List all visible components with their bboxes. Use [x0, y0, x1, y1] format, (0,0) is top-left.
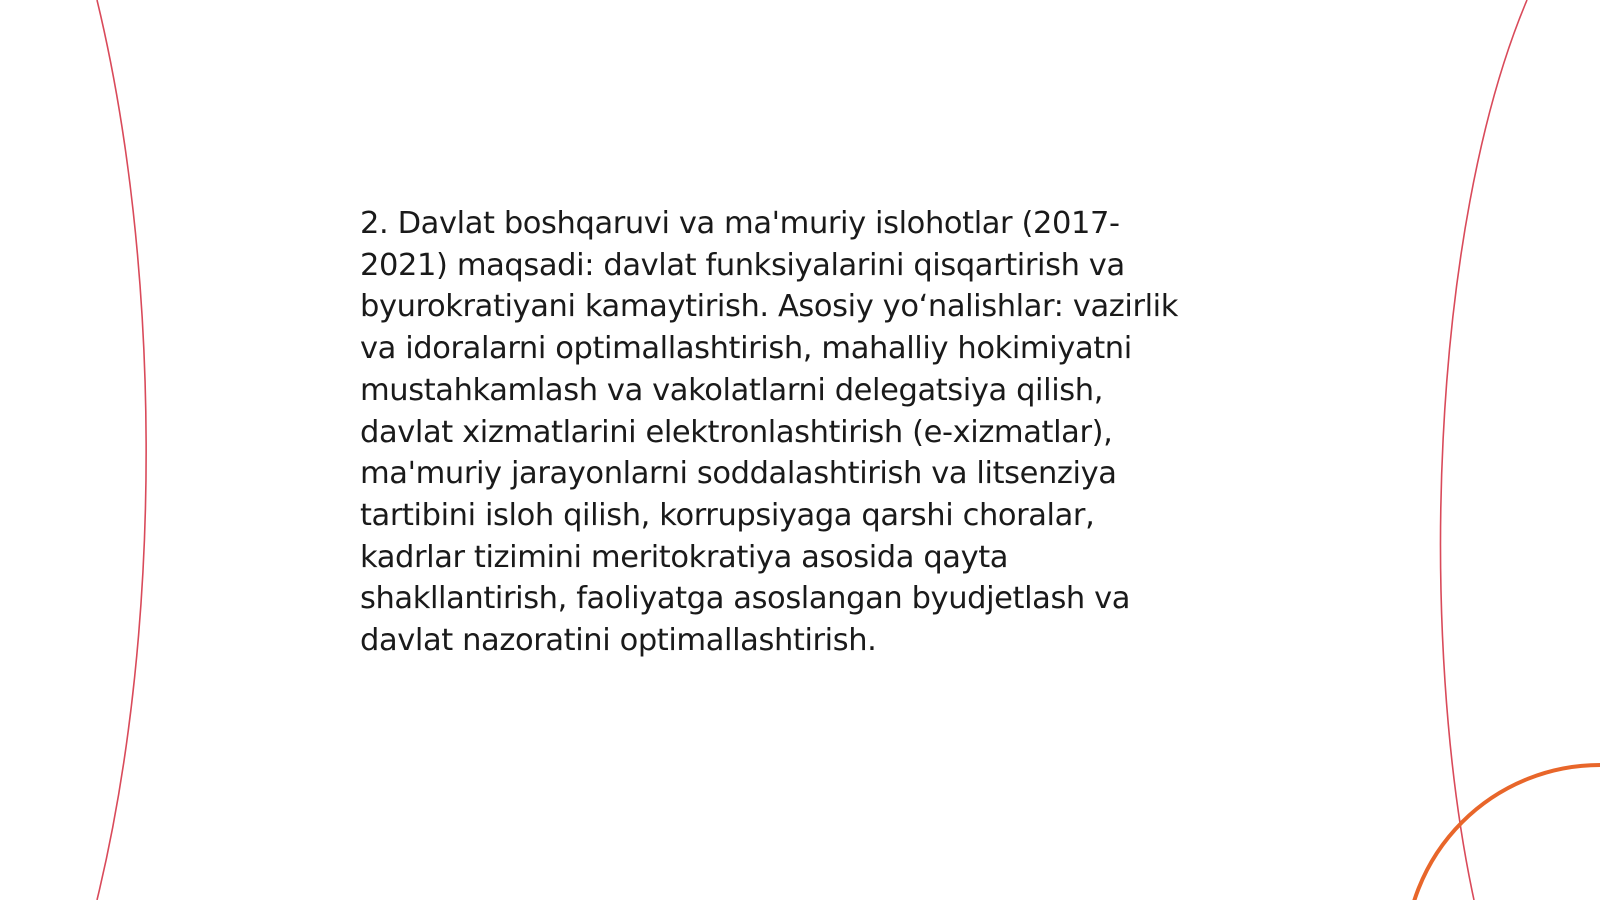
- orange-accent-arc: [1405, 765, 1600, 900]
- left-curve-line: [97, 0, 146, 900]
- slide-body-text: 2. Davlat boshqaruvi va ma'muriy islohotlar (2017- 2021) maqsadi: davlat funksiyalarini qisqartirish va byurokratiyani kamaytirish. Asosiy yo‘nalishlar: vazirlik va idoralarni optimallashtirish, mahalliy hokimiyatni mustahkamlash va vakolatlarni delegatsiya qilish, davlat xizmatlarini elektronlashtirish (e-xizmatlar), ma'muriy jarayonlarni soddalashtirish va litsenziya tartibini isloh qilish, korrupsiyaga qarshi choralar, kadrlar tizimini meritokratiya asosida qayta shakllantirish, faoliyatga asoslangan byudjetlash va davlat nazoratini optimallashtirish.: [360, 206, 1178, 659]
- right-curve-line: [1441, 0, 1527, 900]
